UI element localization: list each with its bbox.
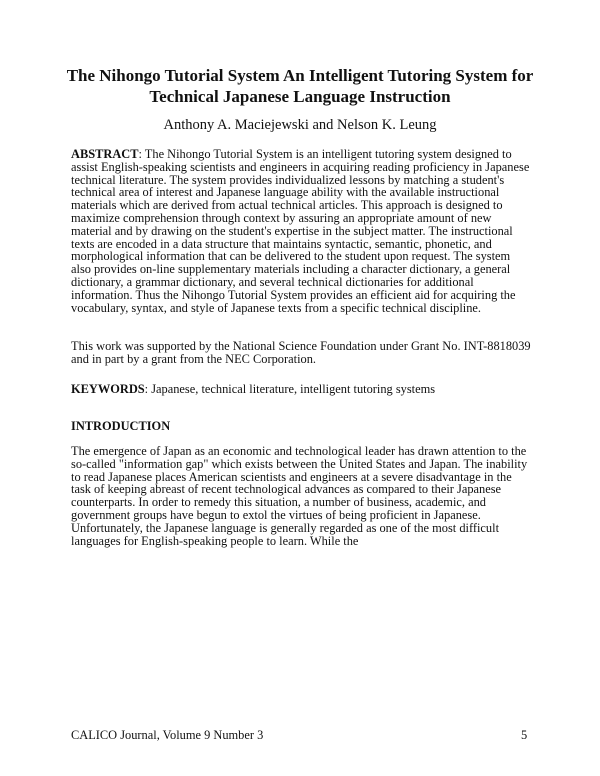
footer-journal: CALICO Journal, Volume 9 Number 3 (71, 728, 264, 742)
introduction-paragraph: The emergence of Japan as an economic and technological leader has drawn attention to the so-called "information gap" which exists between the United States and Japan. The inability to read Japanese places American scientists and engineers at a severe disadvantage in the task of keeping abreast of recent technological advances as compared to their Japanese counterparts. In order to remedy this situation, a number of business, academic, and government groups have begun to extol the virtues of being proficient in Japanese. Unfortunately, the Japanese language is generally regarded as one of the most difficult languages for English-speaking people to learn. While the (71, 444, 528, 548)
funding-acknowledgment: This work was supported by the National Science Foundation under Grant No. INT-8818039 and in part by a grant from the NEC Corporation. (71, 339, 531, 366)
paper-title: The Nihongo Tutorial System An Intelligent Tutoring System for Technical Japanese Language Instruction (66, 66, 534, 106)
abstract-text: : The Nihongo Tutorial System is an intelligent tutoring system designed to assist English-speaking scientists and engineers in acquiring reading proficiency in Japanese technical literature. The system provides individualized lessons by matching a student's technical area of interest and Japanese language ability with the available instructional materials which are derived from actual technical articles. This approach is designed to maximize comprehension through context by assuring an appropriate amount of new material and by drawing on the student's expertise in the subject matter. The instructional texts are encoded in a data structure that maintains syntactic, semantic, phonetic, and morphological information that can be delivered to the student upon request. The system also provides on-line supplementary materials including a character dictionary, a general dictionary, a grammar dictionary, and several technical dictionaries for additional information. Thus the Nihongo Tutorial System provides an efficient aid for acquiring the vocabulary, syntax, and style of Japanese texts from a specific technical discipline. (71, 147, 530, 315)
keywords-label: KEYWORDS (71, 382, 145, 396)
keywords-paragraph (71, 383, 533, 396)
abstract-label: ABSTRACT (71, 147, 139, 161)
keywords-text: : Japanese, technical literature, intelligent tutoring systems (144, 382, 436, 396)
footer-page-number: 5 (521, 728, 528, 742)
abstract-paragraph (71, 148, 533, 314)
paper-authors: Anthony A. Maciejewski and Nelson K. Leung (163, 117, 437, 133)
introduction-heading: INTRODUCTION (71, 419, 171, 433)
